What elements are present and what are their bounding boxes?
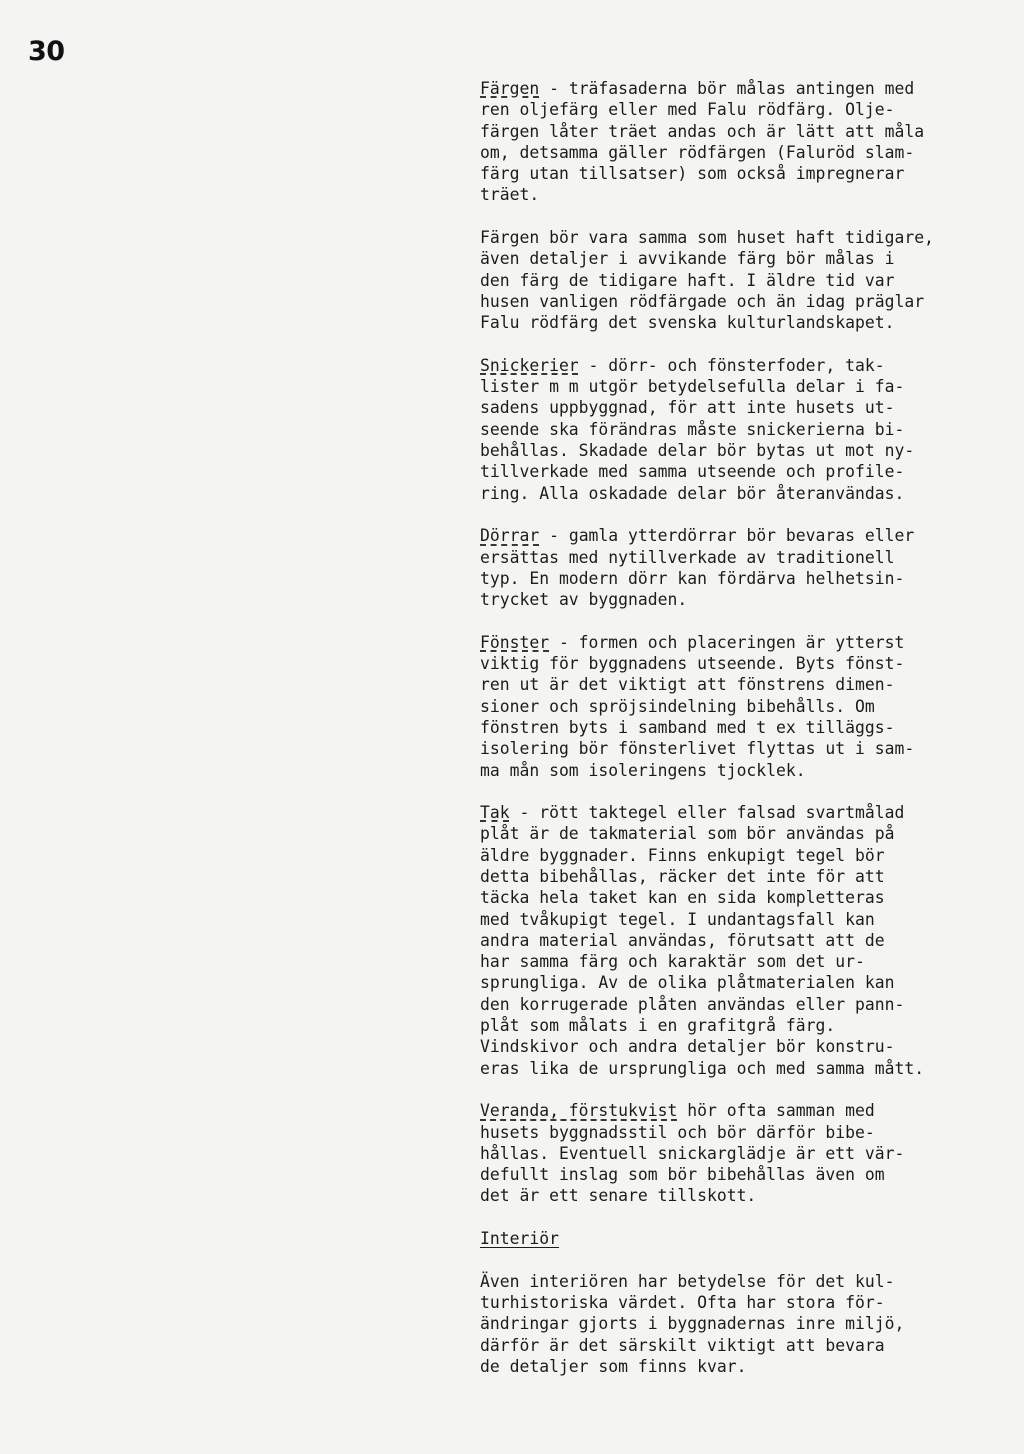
text-line: behållas. Skadade delar bör bytas ut mot ny- [480,441,915,461]
text-line: träet. [480,185,540,205]
text-line: husen vanligen rödfärgade och än idag präglar [480,291,925,311]
text-line: - dörr- och fönsterfoder, tak- [578,355,885,375]
text-line: turhistoriska värdet. Ofta har stora för- [480,1292,885,1312]
interior-heading: Interiör [480,1229,559,1249]
text-line: - gamla ytterdörrar bör bevaras eller [539,526,915,546]
section-heading: Färgen [480,79,540,98]
text-line: Falu rödfärg det svenska kulturlandskapet. [480,313,895,333]
text-line: husets byggnadsstil och bör därför bibe- [480,1122,875,1142]
section-heading: Veranda, förstukvist [480,1101,678,1121]
text-line: detta bibehållas, räcker det inte för att [480,866,885,886]
section-heading: Snickerier [480,355,579,375]
section-heading: Dörrar [480,526,540,546]
text-line: färg utan tillsatser) som också impregnerar [480,164,905,184]
text-line: ring. Alla oskadade delar bör återanvändas. [480,483,905,503]
section-dorrar [480,525,980,610]
text-line: trycket av byggnaden. [480,590,688,610]
section-snickerier [480,355,980,504]
text-line: den korrugerade plåten användas eller pann- [480,994,905,1014]
text-line: plåt är de takmaterial som bör användas på [480,824,895,844]
section-tak [480,802,980,1079]
text-line: det är ett senare tillskott. [480,1186,757,1206]
section-fonster [480,632,980,781]
text-line: - rött taktegel eller falsad svartmålad [509,803,905,823]
section-fargen [480,78,980,206]
text-line: Vindskivor och andra detaljer bör konstru- [480,1037,895,1057]
text-line: hållas. Eventuell snickarglädje är ett vär- [480,1143,905,1163]
section-heading: Tak [480,803,510,823]
text-line: viktig för byggnadens utseende. Byts fönst- [480,654,905,674]
text-line: de detaljer som finns kvar. [480,1356,747,1376]
text-line: ren oljefärg eller med Falu rödfärg. Olje- [480,100,895,120]
section-heading: Fönster [480,632,550,652]
text-line: täcka hela taket kan en sida kompletteras [480,888,885,908]
text-line: andra material användas, förutsatt att de [480,930,885,950]
text-line: äldre byggnader. Finns enkupigt tegel bör [480,845,885,865]
text-line: ma mån som isoleringens tjocklek. [480,760,806,780]
text-line: därför är det särskilt viktigt att bevara [480,1335,885,1355]
section-veranda [480,1100,980,1206]
text-line: ren ut är det viktigt att fönstrens dimen- [480,675,895,695]
text-column [480,78,980,1377]
text-line: typ. En modern dörr kan fördärva helhetsin- [480,568,905,588]
section-interior [480,1271,980,1377]
text-line: - formen och placeringen är ytterst [549,632,905,652]
text-line: den färg de tidigare haft. I äldre tid var [480,270,895,290]
text-line: ersättas med nytillverkade av traditionell [480,547,895,567]
text-line: seende ska förändras måste snickerierna bi- [480,419,905,439]
text-line: hör ofta samman med [677,1101,875,1121]
text-line: sadens uppbyggnad, för att inte husets ut- [480,398,895,418]
text-line: eras lika de ursprungliga och med samma mått. [480,1058,925,1078]
text-line: fönstren byts i samband med t ex tilläggs- [480,717,895,737]
text-line: defullt inslag som bör bibehållas även om [480,1165,885,1185]
text-line: med tvåkupigt tegel. I undantagsfall kan [480,909,875,929]
text-line: tillverkade med samma utseende och profile- [480,462,905,482]
text-line: Även interiören har betydelse för det kul- [480,1271,895,1291]
text-line: - träfasaderna bör målas antingen med [539,79,915,98]
text-line: plåt som målats i en grafitgrå färg. [480,1016,836,1036]
text-line: även detaljer i avvikande färg bör målas i [480,249,895,269]
text-line: ändringar gjorts i byggnadernas inre miljö, [480,1314,905,1334]
text-line: om, detsamma gäller rödfärgen (Faluröd slam- [480,142,915,162]
text-line: sioner och spröjsindelning bibehålls. Om [480,696,875,716]
text-line: isolering bör fönsterlivet flyttas ut i sam- [480,739,915,759]
text-line: Färgen bör vara samma som huset haft tidigare, [480,228,934,248]
text-line: färgen låter träet andas och är lätt att måla [480,121,925,141]
text-line: sprungliga. Av de olika plåtmaterialen kan [480,973,895,993]
text-line: har samma färg och karaktär som det ur- [480,952,865,972]
page-number: 30 [28,36,65,67]
section-fargen-2 [480,227,980,333]
text-line: lister m m utgör betydelsefulla delar i fa- [480,377,905,397]
